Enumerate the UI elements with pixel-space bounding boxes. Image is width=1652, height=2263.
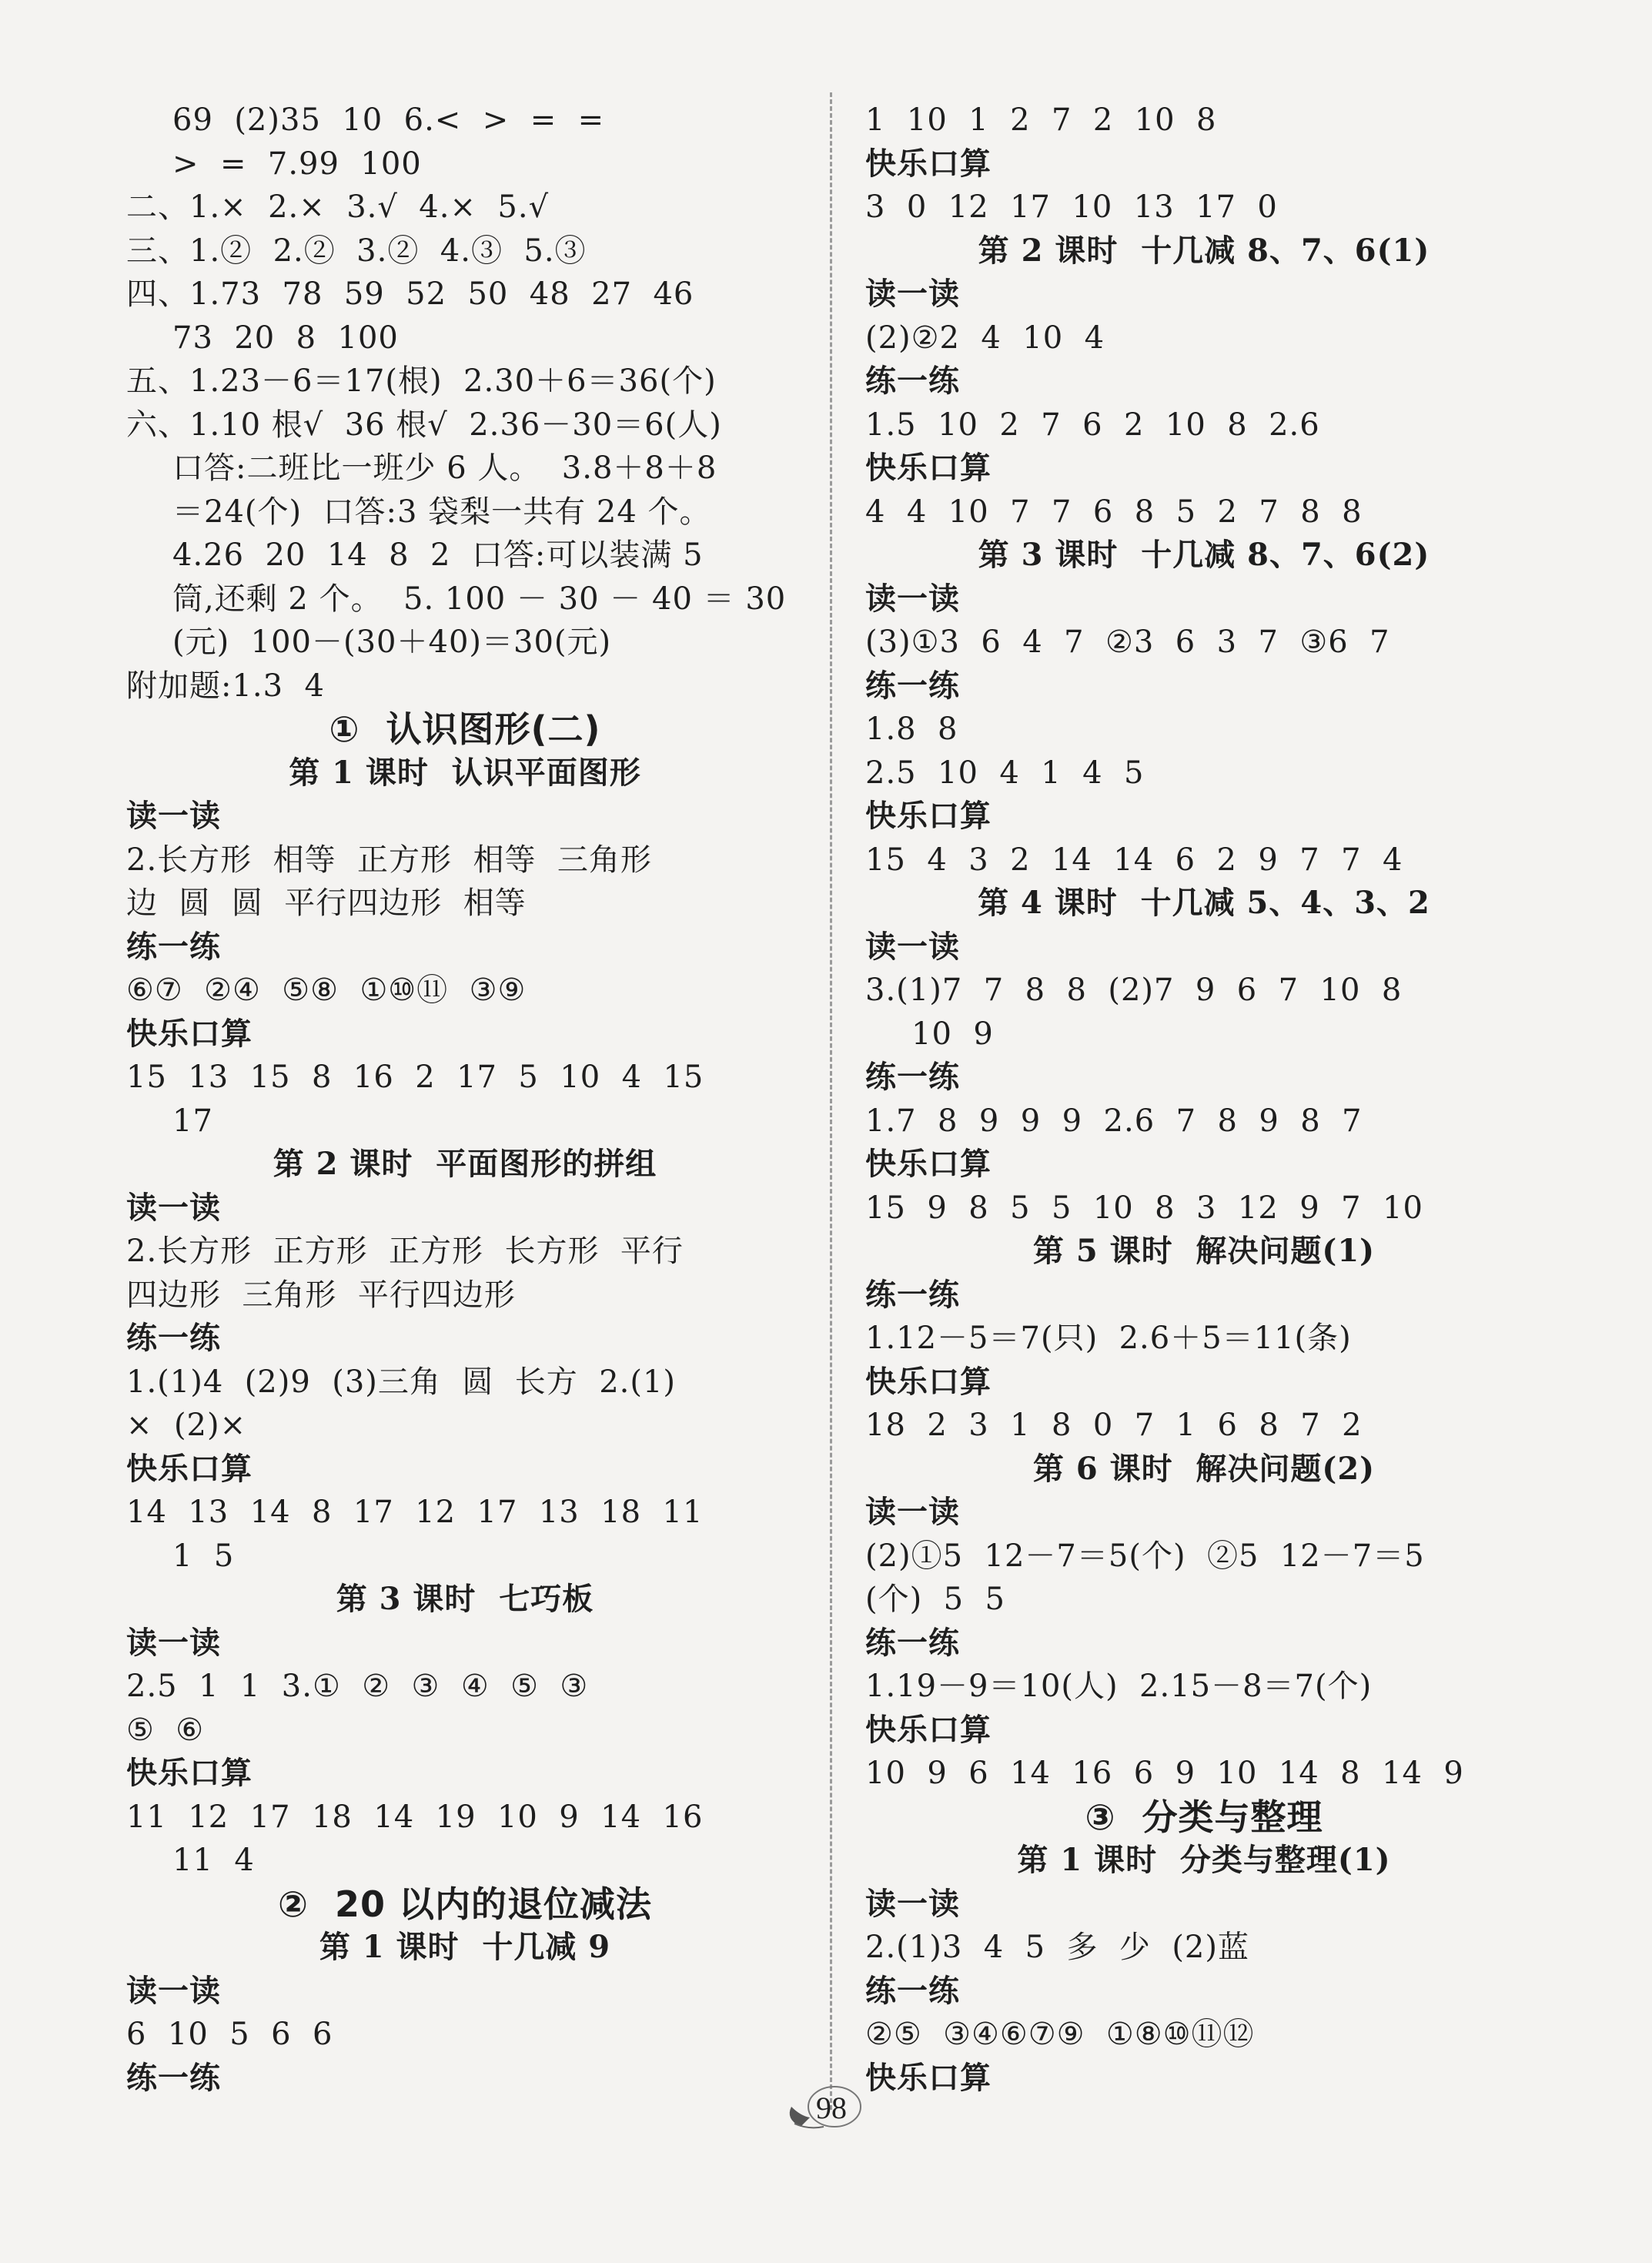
right-answer-line: 10 9 6 14 16 6 9 10 14 8 14 9 [865, 1756, 1464, 1791]
right-section-heading: 快乐口算 [865, 2060, 992, 2096]
right-answer-line: 3.(1)7 7 8 8 (2)7 9 6 7 10 8 [865, 972, 1403, 1008]
left-answer-line: 6 10 5 6 6 [126, 2017, 333, 2052]
right-section-heading: 快乐口算 [865, 798, 992, 834]
right-section-heading: 练一练 [865, 1277, 960, 1313]
left-answer-line: ＝24(个) 口答:3 袋梨一共有 24 个。 [172, 494, 711, 530]
left-answer-line: 二、1.× 2.× 3.√ 4.× 5.√ [126, 189, 550, 225]
left-lesson-title: 第 2 课时 平面图形的拼组 [273, 1146, 657, 1182]
left-answer-line: 五、1.23－6＝17(根) 2.30＋6＝36(个) [126, 363, 717, 399]
right-answer-line: 2.5 10 4 1 4 5 [865, 755, 1145, 791]
left-lesson-title: 第 1 课时 十几减 9 [319, 1929, 611, 1965]
right-section-heading: 读一读 [865, 276, 960, 312]
right-answer-column [865, 99, 1543, 2100]
right-section-heading: 读一读 [865, 1886, 960, 1922]
left-section-heading: 读一读 [126, 1973, 221, 2009]
right-section-heading: 练一练 [865, 1060, 960, 1095]
right-answer-line: 1 10 1 2 7 2 10 8 [865, 102, 1217, 138]
left-answer-line: 1 5 [172, 1538, 235, 1574]
right-section-heading: 快乐口算 [865, 450, 992, 486]
right-lesson-title: 第 2 课时 十几减 8、7、6(1) [978, 232, 1430, 269]
left-answer-line: 边 圆 圆 平行四边形 相等 [126, 885, 527, 921]
left-answer-line: 2.长方形 正方形 正方形 长方形 平行 [126, 1234, 684, 1269]
right-section-heading: 练一练 [865, 1973, 960, 2009]
left-answer-line: (元) 100－(30＋40)＝30(元) [172, 624, 612, 660]
left-answer-line: 69 (2)35 10 6.< > = = [172, 102, 605, 138]
right-answer-line: (个) 5 5 [865, 1582, 1005, 1617]
right-answer-line: 4 4 10 7 7 6 8 5 2 7 8 8 [865, 494, 1363, 530]
left-answer-line: 11 12 17 18 14 19 10 9 14 16 [126, 1799, 704, 1835]
right-lesson-title: 第 3 课时 十几减 8、7、6(2) [978, 537, 1430, 573]
right-section-heading: 快乐口算 [865, 1147, 992, 1182]
right-answer-line: 1.5 10 2 7 6 2 10 8 2.6 [865, 407, 1320, 443]
left-lesson-title: 第 3 课时 七巧板 [336, 1581, 594, 1617]
right-section-heading: 快乐口算 [865, 146, 992, 182]
left-section-heading: 读一读 [126, 798, 221, 834]
left-section-heading: 快乐口算 [126, 1756, 252, 1791]
left-unit-title: ① 认识图形(二) [329, 708, 601, 750]
left-answer-line: 14 13 14 8 17 12 17 13 18 11 [126, 1495, 704, 1530]
right-section-heading: 练一练 [865, 668, 960, 704]
left-section-heading: 读一读 [126, 1190, 221, 1226]
right-lesson-title: 第 5 课时 解决问题(1) [1032, 1233, 1376, 1269]
right-answer-line: ②⑤ ③④⑥⑦⑨ ①⑧⑩⑪⑫ [865, 2017, 1255, 2052]
left-answer-line: 附加题:1.3 4 [126, 668, 325, 704]
left-answer-line: ⑥⑦ ②④ ⑤⑧ ①⑩⑪ ③⑨ [126, 972, 527, 1008]
right-lesson-title: 第 1 课时 分类与整理(1) [1017, 1842, 1391, 1878]
left-answer-line: 口答:二班比一班少 6 人。 3.8＋8＋8 [172, 450, 717, 486]
right-section-heading: 读一读 [865, 1495, 960, 1530]
right-answer-line: 15 9 8 5 5 10 8 3 12 9 7 10 [865, 1190, 1423, 1226]
left-answer-line: 4.26 20 14 8 2 口答:可以装满 5 [172, 537, 704, 573]
left-answer-line: 15 13 15 8 16 2 17 5 10 4 15 [126, 1060, 704, 1095]
right-answer-line: (3)①3 6 4 7 ②3 6 3 7 ③6 7 [865, 624, 1390, 660]
left-answer-line: 筒,还剩 2 个。 5. 100 － 30 － 40 ＝ 30 [172, 581, 787, 617]
right-section-heading: 快乐口算 [865, 1364, 992, 1400]
right-answer-line: (2)②2 4 10 4 [865, 320, 1105, 356]
left-answer-line: ⑤ ⑥ [126, 1712, 205, 1748]
left-lesson-title: 第 1 课时 认识平面图形 [289, 754, 641, 791]
left-answer-line: 11 4 [172, 1843, 255, 1878]
right-answer-line: 1.7 8 9 9 9 2.6 7 8 9 8 7 [865, 1103, 1363, 1139]
right-answer-line: 18 2 3 1 8 0 7 1 6 8 7 2 [865, 1408, 1363, 1443]
right-answer-line: (2)①5 12－7＝5(个) ②5 12－7＝5 [865, 1538, 1425, 1574]
right-answer-line: 1.12－5＝7(只) 2.6＋5＝11(条) [865, 1321, 1352, 1356]
right-answer-line: 3 0 12 17 10 13 17 0 [865, 189, 1278, 225]
page-number: 98 [816, 2090, 847, 2125]
left-answer-line: × (2)× [126, 1408, 247, 1443]
right-section-heading: 练一练 [865, 363, 960, 399]
right-answer-line: 10 9 [911, 1016, 994, 1052]
right-section-heading: 快乐口算 [865, 1712, 992, 1748]
left-section-heading: 读一读 [126, 1625, 221, 1661]
left-answer-line: 73 20 8 100 [172, 320, 399, 356]
left-answer-line: 三、1.② 2.② 3.② 4.③ 5.③ [126, 233, 587, 269]
right-unit-title: ③ 分类与整理 [1085, 1796, 1323, 1838]
left-section-heading: 练一练 [126, 2060, 221, 2096]
right-section-heading: 读一读 [865, 929, 960, 965]
left-answer-line: 2.5 1 1 3.① ② ③ ④ ⑤ ③ [126, 1669, 589, 1704]
right-section-heading: 练一练 [865, 1625, 960, 1661]
page-number-badge [778, 2073, 885, 2142]
left-answer-line: 1.(1)4 (2)9 (3)三角 圆 长方 2.(1) [126, 1364, 677, 1400]
left-section-heading: 练一练 [126, 1321, 221, 1356]
left-section-heading: 练一练 [126, 929, 221, 965]
left-answer-line: 四边形 三角形 平行四边形 [126, 1277, 516, 1313]
right-answer-line: 15 4 3 2 14 14 6 2 9 7 7 4 [865, 842, 1403, 878]
left-unit-title: ② 20 以内的退位减法 [277, 1883, 652, 1925]
column-divider [830, 92, 832, 2110]
right-answer-line: 1.8 8 [865, 711, 958, 747]
left-section-heading: 快乐口算 [126, 1016, 252, 1052]
left-answer-line: 2.长方形 相等 正方形 相等 三角形 [126, 842, 652, 878]
left-answer-column [126, 99, 804, 2100]
right-answer-line: 2.(1)3 4 5 多 少 (2)蓝 [865, 1930, 1249, 1965]
left-section-heading: 快乐口算 [126, 1451, 252, 1487]
right-lesson-title: 第 6 课时 解决问题(2) [1032, 1450, 1376, 1487]
left-answer-line: 六、1.10 根√ 36 根√ 2.36－30＝6(人) [126, 407, 722, 443]
right-answer-line: 1.19－9＝10(人) 2.15－8＝7(个) [865, 1669, 1373, 1704]
right-lesson-title: 第 4 课时 十几减 5、4、3、2 [978, 885, 1430, 921]
left-answer-line: 四、1.73 78 59 52 50 48 27 46 [126, 276, 694, 312]
left-answer-line: > = 7.99 100 [172, 146, 422, 182]
left-answer-line: 17 [172, 1103, 213, 1139]
right-section-heading: 读一读 [865, 581, 960, 617]
